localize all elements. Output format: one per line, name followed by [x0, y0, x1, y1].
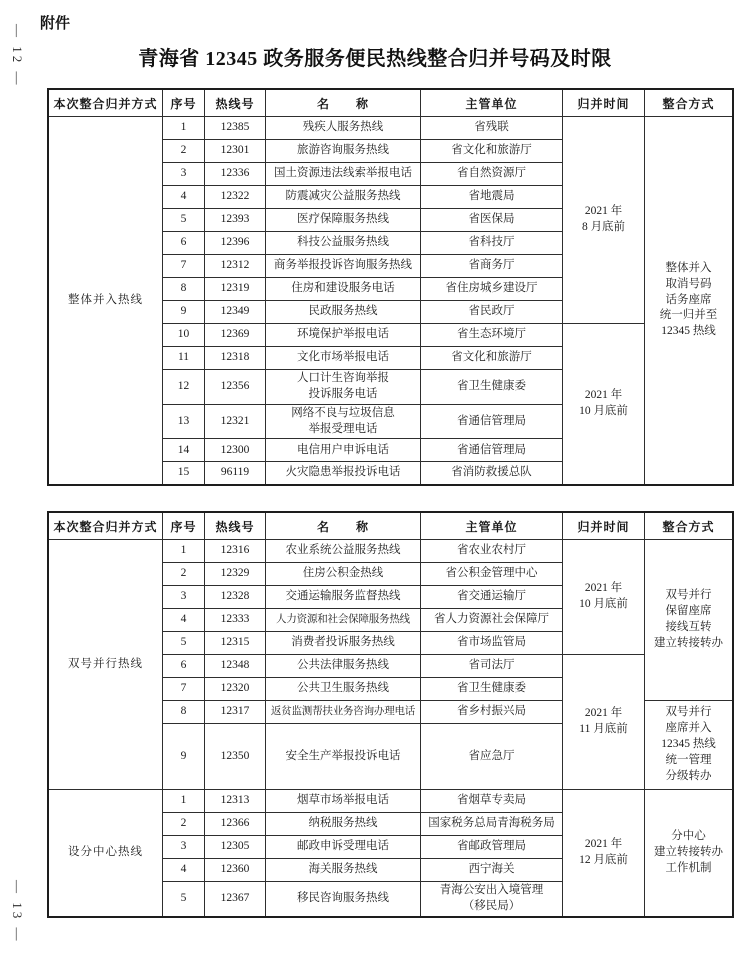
attachment-label: 附件	[40, 15, 71, 32]
row-number-cell: 10	[163, 324, 205, 347]
hotline-name-cell: 交通运输服务监督热线	[266, 586, 421, 609]
hotline-number-cell: 12350	[205, 724, 266, 790]
department-cell: 省交通运输厅	[421, 586, 563, 609]
merge-method-group: 双号并行热线	[48, 540, 163, 790]
hotline-number-cell: 12336	[205, 163, 266, 186]
row-number-cell: 9	[163, 301, 205, 324]
row-number-cell: 5	[163, 632, 205, 655]
merge-mode-cell: 双号并行 保留座席 接线互转 建立转接转办	[645, 540, 734, 701]
department-cell: 省应急厅	[421, 724, 563, 790]
hotline-number-cell: 12322	[205, 186, 266, 209]
page-number-12: — 12 —	[10, 24, 25, 88]
hotline-number-cell: 12385	[205, 117, 266, 140]
merge-time-cell: 2021 年 10 月底前	[563, 324, 645, 485]
hotline-name-cell: 移民咨询服务热线	[266, 882, 421, 917]
hotline-name-cell: 纳税服务热线	[266, 813, 421, 836]
department-cell: 省商务厅	[421, 255, 563, 278]
row-number-cell: 13	[163, 404, 205, 439]
hotline-name-cell: 公共卫生服务热线	[266, 678, 421, 701]
row-number-cell: 4	[163, 609, 205, 632]
department-cell: 省卫生健康委	[421, 370, 563, 405]
department-cell: 省通信管理局	[421, 404, 563, 439]
column-header-merge-method: 本次整合归并方式	[48, 89, 163, 117]
hotline-number-cell: 12396	[205, 232, 266, 255]
hotline-number-cell: 12348	[205, 655, 266, 678]
hotline-name-cell: 民政服务热线	[266, 301, 421, 324]
department-cell: 省农业农村厅	[421, 540, 563, 563]
hotline-name-cell: 人口计生咨询举报 投诉服务电话	[266, 370, 421, 405]
hotline-number-cell: 12318	[205, 347, 266, 370]
row-number-cell: 11	[163, 347, 205, 370]
hotline-name-cell: 烟草市场举报电话	[266, 790, 421, 813]
hotline-number-cell: 12313	[205, 790, 266, 813]
column-header-merge-method: 本次整合归并方式	[48, 512, 163, 540]
hotline-name-cell: 住房和建设服务电话	[266, 278, 421, 301]
row-number-cell: 12	[163, 370, 205, 405]
merge-time-cell: 2021 年 8 月底前	[563, 117, 645, 324]
column-header-hotline-number: 热线号	[205, 89, 266, 117]
column-header-merge-mode: 整合方式	[645, 89, 734, 117]
row-number-cell: 8	[163, 278, 205, 301]
hotline-number-cell: 12329	[205, 563, 266, 586]
row-number-cell: 1	[163, 540, 205, 563]
row-number-cell: 7	[163, 255, 205, 278]
merge-time-cell: 2021 年 12 月底前	[563, 790, 645, 917]
hotline-name-cell: 海关服务热线	[266, 859, 421, 882]
row-number-cell: 6	[163, 232, 205, 255]
hotline-number-cell: 12316	[205, 540, 266, 563]
hotline-number-cell: 12319	[205, 278, 266, 301]
hotline-name-cell: 网络不良与垃圾信息 举报受理电话	[266, 404, 421, 439]
row-number-cell: 3	[163, 163, 205, 186]
department-cell: 省医保局	[421, 209, 563, 232]
row-number-cell: 2	[163, 813, 205, 836]
hotline-number-cell: 12300	[205, 439, 266, 462]
row-number-cell: 15	[163, 462, 205, 485]
merge-mode-cell: 双号并行 座席并入 12345 热线 统一管理 分级转办	[645, 701, 734, 790]
row-number-cell: 7	[163, 678, 205, 701]
department-cell: 省科技厅	[421, 232, 563, 255]
hotline-name-cell: 人力资源和社会保障服务热线	[266, 609, 421, 632]
department-cell: 青海公安出入境管理 （移民局）	[421, 882, 563, 917]
hotline-name-cell: 返贫监测帮扶业务咨询办理电话	[266, 701, 421, 724]
column-header-department: 主管单位	[421, 89, 563, 117]
row-number-cell: 4	[163, 186, 205, 209]
column-header-department: 主管单位	[421, 512, 563, 540]
hotline-number-cell: 12315	[205, 632, 266, 655]
hotline-number-cell: 12349	[205, 301, 266, 324]
hotline-name-cell: 旅游咨询服务热线	[266, 140, 421, 163]
row-number-cell: 3	[163, 836, 205, 859]
hotline-number-cell: 12328	[205, 586, 266, 609]
hotline-number-cell: 12312	[205, 255, 266, 278]
column-header-row-number: 序号	[163, 89, 205, 117]
department-cell: 省通信管理局	[421, 439, 563, 462]
column-header-merge-mode: 整合方式	[645, 512, 734, 540]
row-number-cell: 5	[163, 209, 205, 232]
hotline-number-cell: 96119	[205, 462, 266, 485]
row-number-cell: 3	[163, 586, 205, 609]
hotline-name-cell: 农业系统公益服务热线	[266, 540, 421, 563]
department-cell: 省残联	[421, 117, 563, 140]
hotline-name-cell: 环境保护举报电话	[266, 324, 421, 347]
hotline-number-cell: 12305	[205, 836, 266, 859]
hotline-number-cell: 12356	[205, 370, 266, 405]
department-cell: 省地震局	[421, 186, 563, 209]
hotline-name-cell: 火灾隐患举报投诉电话	[266, 462, 421, 485]
row-number-cell: 2	[163, 563, 205, 586]
column-header-merge-time: 归并时间	[563, 89, 645, 117]
row-number-cell: 5	[163, 882, 205, 917]
department-cell: 省人力资源社会保障厅	[421, 609, 563, 632]
row-number-cell: 2	[163, 140, 205, 163]
department-cell: 省民政厅	[421, 301, 563, 324]
department-cell: 省公积金管理中心	[421, 563, 563, 586]
hotline-name-cell: 邮政申诉受理电话	[266, 836, 421, 859]
row-number-cell: 9	[163, 724, 205, 790]
department-cell: 省消防救援总队	[421, 462, 563, 485]
hotline-number-cell: 12320	[205, 678, 266, 701]
hotline-number-cell: 12333	[205, 609, 266, 632]
row-number-cell: 4	[163, 859, 205, 882]
department-cell: 省文化和旅游厅	[421, 347, 563, 370]
department-cell: 省卫生健康委	[421, 678, 563, 701]
hotline-name-cell: 文化市场举报电话	[266, 347, 421, 370]
row-number-cell: 6	[163, 655, 205, 678]
department-cell: 国家税务总局青海税务局	[421, 813, 563, 836]
hotline-merge-table-1	[47, 88, 734, 486]
row-number-cell: 14	[163, 439, 205, 462]
column-header-hotline-name: 名 称	[266, 512, 421, 540]
hotline-name-cell: 商务举报投诉咨询服务热线	[266, 255, 421, 278]
hotline-name-cell: 国土资源违法线索举报电话	[266, 163, 421, 186]
hotline-name-cell: 科技公益服务热线	[266, 232, 421, 255]
hotline-name-cell: 公共法律服务热线	[266, 655, 421, 678]
hotline-name-cell: 残疾人服务热线	[266, 117, 421, 140]
merge-time-cell: 2021 年 10 月底前	[563, 540, 645, 655]
hotline-name-cell: 住房公积金热线	[266, 563, 421, 586]
merge-mode-cell: 整体并入 取消号码 话务座席 统一归并至 12345 热线	[645, 117, 734, 485]
hotline-number-cell: 12360	[205, 859, 266, 882]
hotline-name-cell: 消费者投诉服务热线	[266, 632, 421, 655]
hotline-number-cell: 12393	[205, 209, 266, 232]
hotline-number-cell: 12317	[205, 701, 266, 724]
column-header-hotline-number: 热线号	[205, 512, 266, 540]
department-cell: 省生态环境厅	[421, 324, 563, 347]
department-cell: 省司法厅	[421, 655, 563, 678]
department-cell: 省市场监管局	[421, 632, 563, 655]
department-cell: 省烟草专卖局	[421, 790, 563, 813]
hotline-number-cell: 12366	[205, 813, 266, 836]
merge-time-cell: 2021 年 11 月底前	[563, 655, 645, 790]
department-cell: 省文化和旅游厅	[421, 140, 563, 163]
page-number-13: — 13 —	[10, 880, 25, 944]
merge-mode-cell: 分中心 建立转接转办 工作机制	[645, 790, 734, 917]
department-cell: 西宁海关	[421, 859, 563, 882]
row-number-cell: 1	[163, 117, 205, 140]
column-header-row-number: 序号	[163, 512, 205, 540]
row-number-cell: 1	[163, 790, 205, 813]
department-cell: 省自然资源厅	[421, 163, 563, 186]
hotline-number-cell: 12301	[205, 140, 266, 163]
row-number-cell: 8	[163, 701, 205, 724]
document-title: 青海省 12345 政务服务便民热线整合归并号码及时限	[138, 48, 612, 70]
merge-method-group: 设分中心热线	[48, 790, 163, 917]
merge-method-group: 整体并入热线	[48, 117, 163, 485]
hotline-merge-table-2	[47, 511, 734, 918]
department-cell: 省邮政管理局	[421, 836, 563, 859]
hotline-number-cell: 12367	[205, 882, 266, 917]
column-header-hotline-name: 名 称	[266, 89, 421, 117]
hotline-number-cell: 12321	[205, 404, 266, 439]
hotline-name-cell: 医疗保障服务热线	[266, 209, 421, 232]
hotline-number-cell: 12369	[205, 324, 266, 347]
hotline-name-cell: 电信用户申诉电话	[266, 439, 421, 462]
column-header-merge-time: 归并时间	[563, 512, 645, 540]
hotline-name-cell: 防震减灾公益服务热线	[266, 186, 421, 209]
department-cell: 省乡村振兴局	[421, 701, 563, 724]
hotline-name-cell: 安全生产举报投诉电话	[266, 724, 421, 790]
department-cell: 省住房城乡建设厅	[421, 278, 563, 301]
